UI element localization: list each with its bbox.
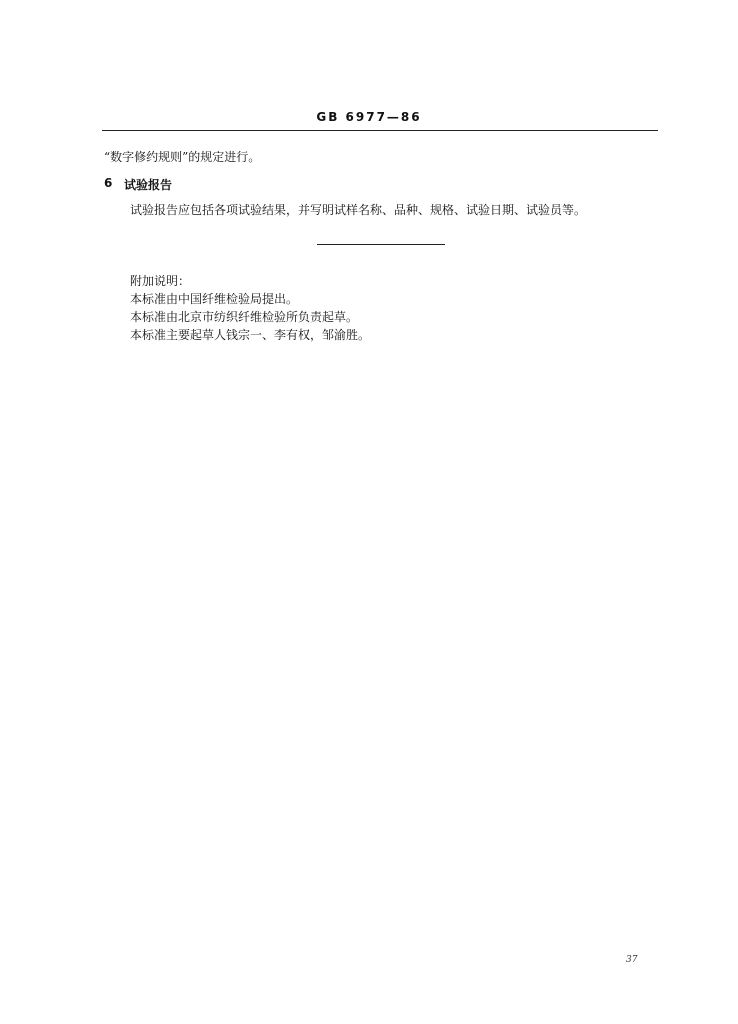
appendix-heading: 附加说明：	[130, 274, 191, 288]
appendix-line: 本标准由北京市纺织纤维检验所负责起草。	[130, 310, 359, 324]
standard-code-header: GB 6977—86	[316, 110, 422, 124]
section-number: 6	[104, 176, 113, 190]
section-end-rule	[317, 244, 445, 245]
continuation-text: “数字修约规则”的规定进行。	[104, 150, 261, 164]
header-divider	[102, 130, 658, 131]
appendix-line: 本标准主要起草人钱宗一、李有权，邹渝胜。	[130, 328, 371, 342]
section-body: 试验报告应包括各项试验结果，并写明试样名称、品种、规格、试验日期、试验员等。	[130, 203, 587, 217]
page-number: 37	[626, 955, 638, 965]
section-title: 试验报告	[124, 178, 173, 192]
appendix-line: 本标准由中国纤维检验局提出。	[130, 292, 299, 306]
